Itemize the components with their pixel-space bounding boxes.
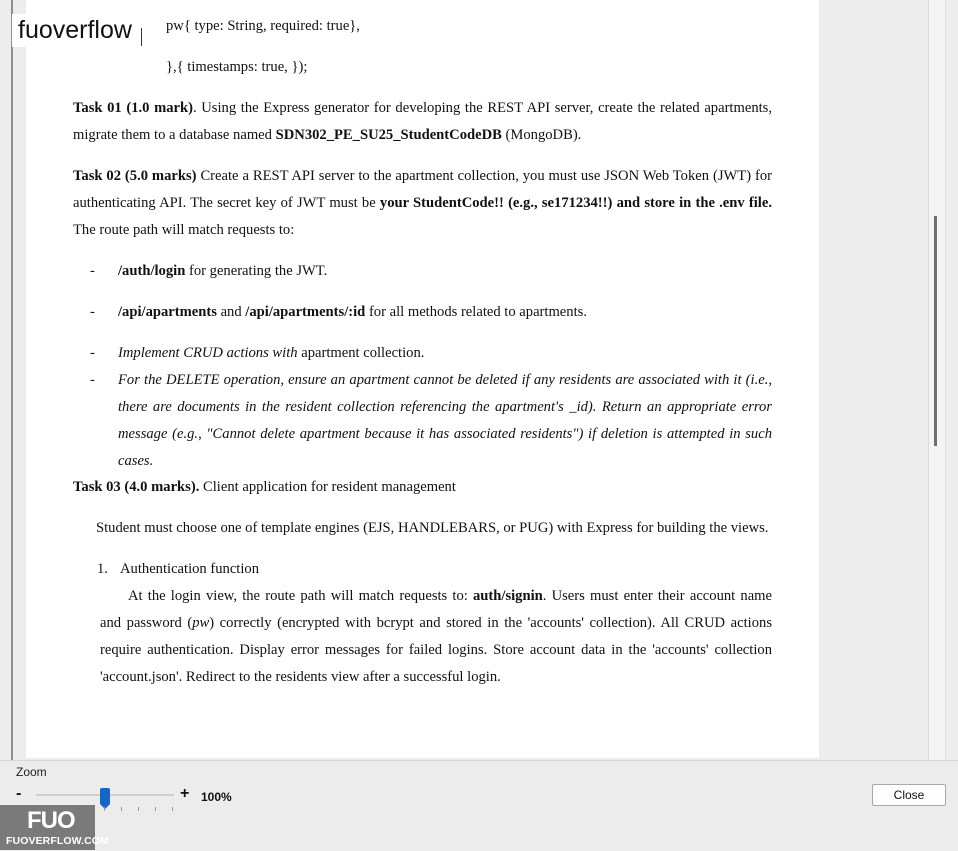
bullet-dash: - (90, 304, 95, 320)
zoom-plus-button[interactable]: + (180, 785, 190, 802)
logo-text: FUOVERFLOW.COM (6, 835, 109, 847)
task01-line-2: migrate them to a database named SDN302_PE_SU25_StudentCodeDB (MongoDB). (73, 127, 582, 143)
bullet-dash: - (90, 372, 95, 388)
db-name: SDN302_PE_SU25_StudentCodeDB (275, 127, 502, 143)
bullet-delete-line-2: there are documents in the resident collection referencing the apartment's _id). Return an appropriate error (118, 399, 772, 415)
scrollbar-thumb[interactable] (934, 216, 937, 446)
watermark-divider (141, 28, 142, 46)
zoom-minus-button[interactable]: - (16, 785, 22, 802)
auth-line-4: 'account.json'. Redirect to the residents view after a successful login. (100, 669, 501, 685)
close-button[interactable]: Close (872, 784, 946, 806)
left-border (11, 0, 13, 760)
task01-heading: Task 01 (1.0 mark) (73, 100, 193, 116)
bullet-dash: - (90, 345, 95, 361)
task03-heading: Task 03 (4.0 marks). (73, 479, 200, 495)
logo-mark: FUO (27, 807, 75, 834)
slider-tick (138, 807, 139, 811)
zoom-bar (0, 760, 958, 851)
slider-tick (155, 807, 156, 811)
auth-line-3: require authentication. Display error messages for failed logins. Store account data in the 'accounts' collection (100, 642, 772, 658)
list-number: 1. (97, 561, 108, 577)
vertical-scrollbar[interactable] (928, 0, 946, 760)
slider-tick (172, 807, 173, 811)
zoom-value: 100% (201, 790, 232, 804)
task02-line-3: The route path will match requests to: (73, 222, 295, 238)
bullet-delete-line-3: message (e.g., "Cannot delete apartment because it has associated residents") if deletion is attempted in such (118, 426, 772, 442)
slider-tick (104, 807, 105, 811)
template-engines-line: Student must choose one of template engines (EJS, HANDLEBARS, or PUG) with Express for building the views. (96, 520, 769, 536)
bullet-api-apartments: /api/apartments and /api/apartments/:id for all methods related to apartments. (118, 304, 587, 320)
secret-key-note: your StudentCode!! (e.g., se171234!!) and store in the .env file. (379, 195, 772, 211)
bullet-delete-line-1: For the DELETE operation, ensure an apartment cannot be deleted if any residents are associated with it (i.e., (118, 372, 772, 388)
task02-heading: Task 02 (5.0 marks) (73, 168, 197, 184)
task03-line: Task 03 (4.0 marks). Client application for resident management (73, 479, 456, 495)
code-line-2: },{ timestamps: true, }); (166, 59, 308, 75)
bullet-dash: - (90, 263, 95, 279)
task01-line-1: Task 01 (1.0 mark). Using the Express generator for developing the REST API server, create the related apartments, (73, 100, 772, 116)
bullet-auth-login: /auth/login for generating the JWT. (118, 263, 328, 279)
task02-line-2: authenticating API. The secret key of JWT must be your StudentCode!! (e.g., se171234!!) and store in the .env file. (73, 195, 772, 211)
document-page (26, 0, 819, 758)
fuoverflow-logo (0, 805, 109, 850)
task02-line-1: Task 02 (5.0 marks) Create a REST API server to the apartment collection, you must use JSON Web Token (JWT) for (73, 168, 772, 184)
watermark: fuoverflow (12, 14, 138, 47)
auth-line-2: and password (pw) correctly (encrypted with bcrypt and stored in the 'accounts' collection). All CRUD actions (100, 615, 772, 631)
slider-tick (121, 807, 122, 811)
auth-line-1: At the login view, the route path will match requests to: auth/signin. Users must enter their account name (128, 588, 772, 604)
auth-function-title: Authentication function (120, 561, 260, 577)
bullet-delete-line-4: cases. (118, 453, 154, 469)
zoom-slider-thumb[interactable] (100, 788, 110, 804)
bullet-crud: Implement CRUD actions with apartment collection. (118, 345, 425, 361)
zoom-label: Zoom (16, 765, 47, 779)
code-line-1: pw{ type: String, required: true}, (166, 18, 360, 34)
